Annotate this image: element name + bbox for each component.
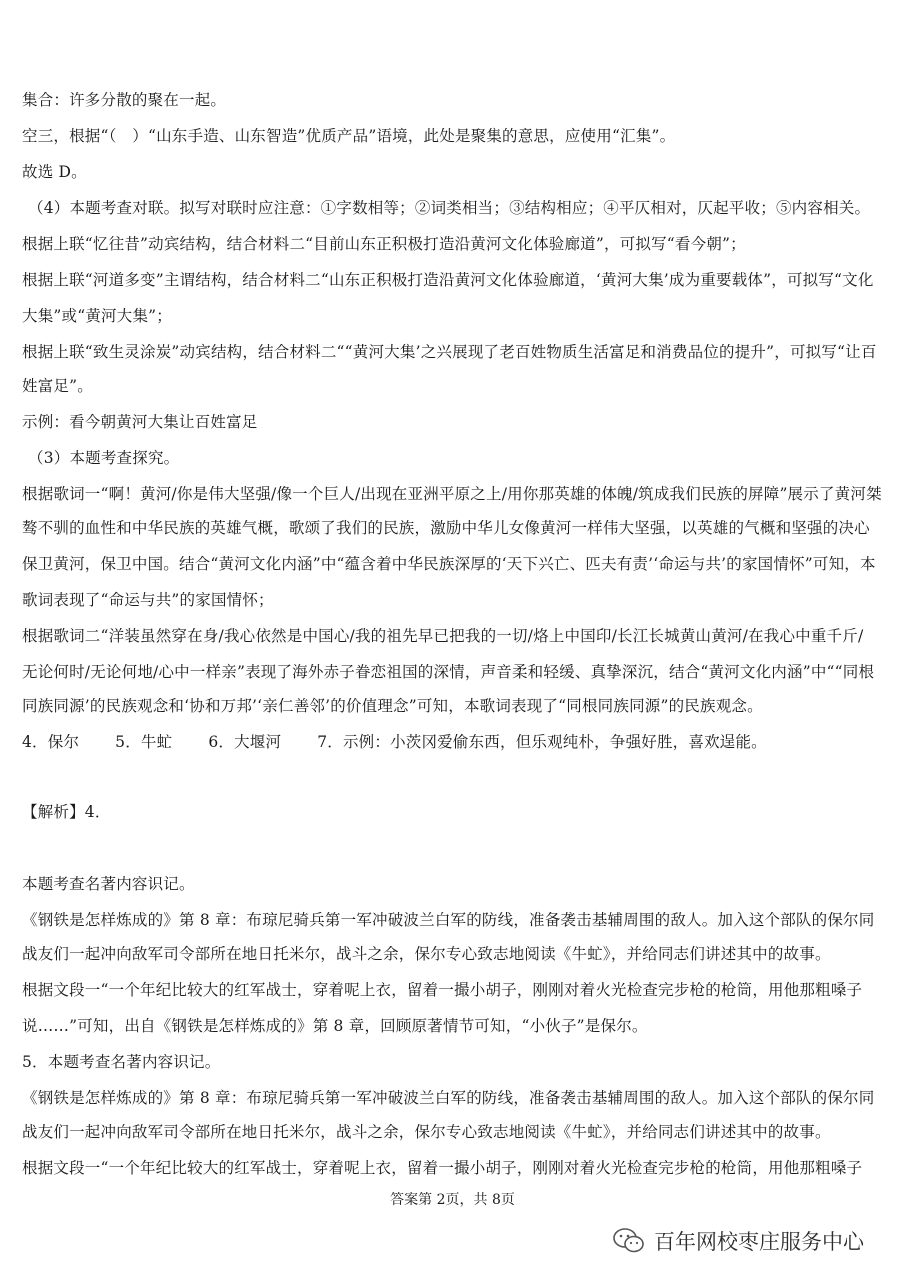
text-line: 《钢铁是怎样炼成的》第 8 章：布琼尼骑兵第一军冲破波兰白军的防线，准备袭击基辅周围的敌人。加入这个部队的保尔同 xyxy=(22,911,875,929)
text-line: 集合：许多分散的聚在一起。 xyxy=(22,91,227,109)
watermark xyxy=(612,1226,864,1256)
text-line: 根据歌词一“啊！黄河/你是伟大坚强/像一个巨人/出现在亚洲平原之上/用你那英雄的体魄/筑成我们民族的屏障”展示了黄河桀 xyxy=(22,485,882,503)
text-line: 姓富足”。 xyxy=(22,377,93,395)
text-line: 根据歌词二“洋装虽然穿在身/我心依然是中国心/我的祖先早已把我的一切/烙上中国印/长江长城黄山黄河/在我心中重千斤/ xyxy=(22,627,864,645)
text-line: （4）本题考查对联。拟写对联时应注意：①字数相等；②词类相当；③结构相应；④平仄相对，仄起平收；⑤内容相关。 xyxy=(28,199,871,217)
text-line: 本题考查名著内容识记。 xyxy=(22,875,195,893)
analysis-header: 【解析】4． xyxy=(22,803,111,821)
text-line: 根据上联“忆往昔”动宾结构，结合材料二“目前山东正积极打造沿黄河文化体验廊道”，可拟写“看今朝”； xyxy=(22,235,746,253)
answer-line xyxy=(22,732,884,752)
text-line: 骜不驯的血性和中华民族的英雄气概，歌颂了我们的民族，激励中华儿女像黄河一样伟大坚强，以英雄的气概和坚强的决心 xyxy=(22,519,870,537)
text-line: 战友们一起冲向敌军司令部所在地日托米尔，战斗之余，保尔专心致志地阅读《牛虻》，并给同志们讲述其中的故事。 xyxy=(22,1123,831,1141)
page-footer: 答案第 2页，共 8页 xyxy=(390,1192,515,1208)
text-line: 说……”可知，出自《钢铁是怎样炼成的》第 8 章，回顾原著情节可知，“小伙子”是保尔。 xyxy=(22,1017,648,1035)
text-line: 无论何时/无论何地/心中一样亲”表现了海外赤子眷恋祖国的深情，声音柔和轻缓、真挚深沉，结合“黄河文化内涵”中““同根 xyxy=(22,663,875,681)
text-line: 示例：看今朝黄河大集让百姓富足 xyxy=(22,413,258,431)
wechat-icon xyxy=(612,1227,646,1255)
text-line: 5．本题考查名著内容识记。 xyxy=(22,1053,221,1071)
text-line: 空三，根据“（ ）“山东手造、山东智造”优质产品”语境，此处是聚集的意思，应使用“汇集”。 xyxy=(22,127,676,145)
text-line: 故选 D。 xyxy=(22,163,87,181)
text-line: 战友们一起冲向敌军司令部所在地日托米尔，战斗之余，保尔专心致志地阅读《牛虻》，并给同志们讲述其中的故事。 xyxy=(22,945,831,963)
text-line: （3）本题考查探究。 xyxy=(28,449,180,467)
answer-5: 5．牛虻 xyxy=(115,733,173,751)
answer-7: 7．示例：小茨冈爱偷东西，但乐观纯朴，争强好胜，喜欢逞能。 xyxy=(317,733,767,751)
text-line: 根据文段一“一个年纪比较大的红军战士，穿着呢上衣，留着一撮小胡子，刚刚对着火光检查完步枪的枪筒，用他那粗嗓子 xyxy=(22,1159,863,1177)
answer-6: 6．大堰河 xyxy=(208,733,282,751)
watermark-text: 百年网校枣庄服务中心 xyxy=(654,1230,864,1254)
text-line: 《钢铁是怎样炼成的》第 8 章：布琼尼骑兵第一军冲破波兰白军的防线，准备袭击基辅周围的敌人。加入这个部队的保尔同 xyxy=(22,1089,875,1107)
text-line: 大集”或“黄河大集”； xyxy=(22,307,172,325)
answer-4: 4．保尔 xyxy=(22,733,80,751)
text-line: 同族同源’的民族观念和‘协和万邦’‘亲仁善邻’的价值理念”可知，本歌词表现了“同根同族同源”的民族观念。 xyxy=(22,697,763,715)
text-line: 根据上联“致生灵涂炭”动宾结构，结合材料二““黄河大集’之兴展现了老百姓物质生活富足和消费品位的提升”，可拟写“让百 xyxy=(22,343,877,361)
text-line: 保卫黄河，保卫中国。结合“黄河文化内涵”中“蕴含着中华民族深厚的‘天下兴亡、匹夫有责’‘命运与共’的家国情怀”可知，本 xyxy=(22,555,876,573)
text-line: 根据上联“河道多变”主谓结构，结合材料二“山东正积极打造沿黄河文化体验廊道，‘黄河大集’成为重要载体”，可拟写“文化 xyxy=(22,271,874,289)
text-line: 根据文段一“一个年纪比较大的红军战士，穿着呢上衣，留着一撮小胡子，刚刚对着火光检查完步枪的枪筒，用他那粗嗓子 xyxy=(22,981,863,999)
text-line: 歌词表现了“命运与共”的家国情怀； xyxy=(22,591,274,609)
